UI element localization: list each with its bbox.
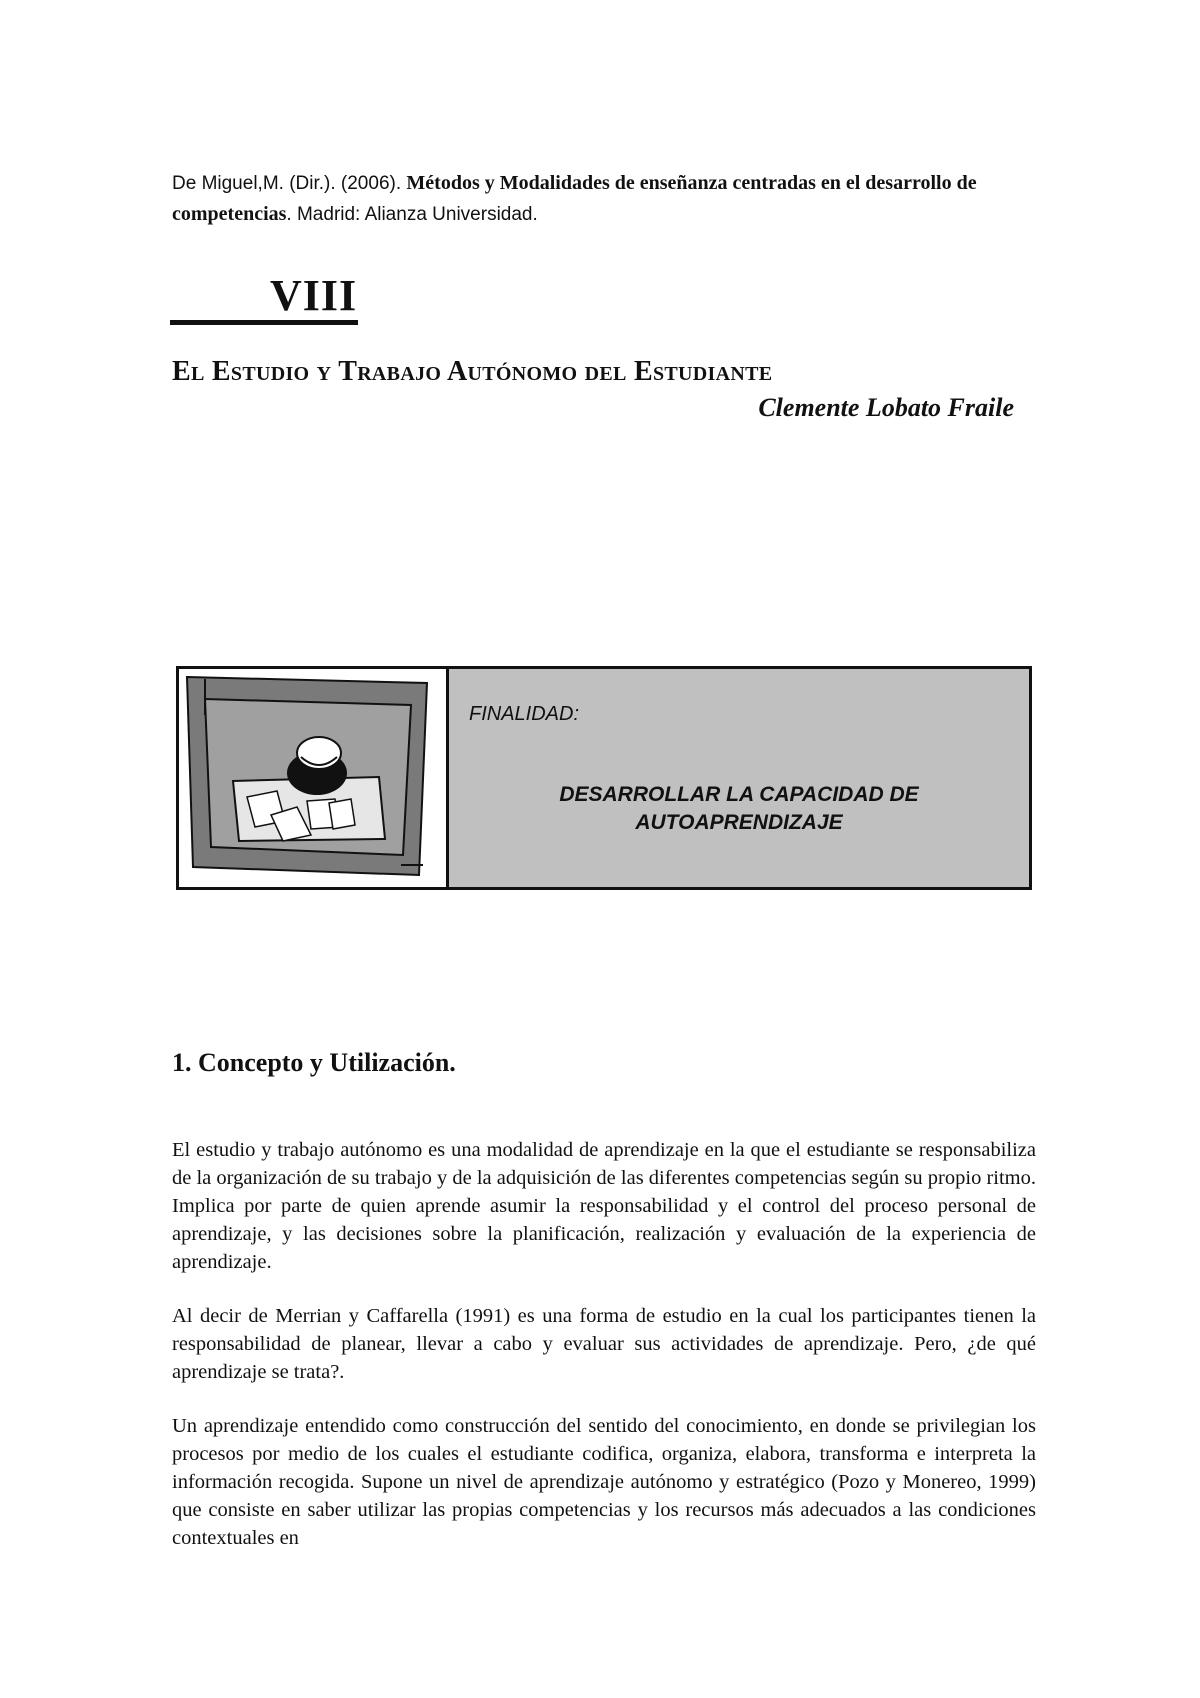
student-desk-illustration xyxy=(179,669,449,887)
purpose-text-panel xyxy=(449,669,1029,887)
purpose-goal-line-1: DESARROLLAR LA CAPACIDAD DE xyxy=(559,783,919,806)
section-heading: 1. Concepto y Utilización. xyxy=(172,1048,456,1077)
purpose-box xyxy=(176,666,1032,890)
chapter-title: El Estudio y Trabajo Autónomo del Estudiante xyxy=(172,356,773,387)
purpose-label: FINALIDAD: xyxy=(469,703,580,725)
citation-title: Métodos y Modalidades de enseñanza centradas en el desarrollo de competencias xyxy=(172,172,977,225)
paragraph: Al decir de Merrian y Caffarella (1991) es una forma de estudio en la cual los participantes tienen la responsabilidad de planear, llevar a cabo y evaluar sus actividades de aprendizaje. Pero, ¿de qué aprendizaje se trata?. xyxy=(172,1305,1036,1383)
citation-publisher: . Madrid: Alianza Universidad. xyxy=(286,204,538,225)
paragraph: El estudio y trabajo autónomo es una modalidad de aprendizaje en la que el estudiante se responsabiliza de la organización de su trabajo y de la adquisición de las diferentes competencias según su propio ritmo. Implica por parte de quien aprende asumir la responsabilidad y el control del proceso personal de aprendizaje, y las decisiones sobre la planificación, realización y evaluación de la experiencia de aprendizaje. xyxy=(172,1139,1036,1273)
purpose-goal xyxy=(449,781,1029,837)
citation-authors-year: De Miguel,M. (Dir.). (2006). xyxy=(172,173,407,194)
bibliographic-citation xyxy=(172,168,1052,230)
chapter-underline xyxy=(170,320,358,325)
chapter-author: Clemente Lobato Fraile xyxy=(758,393,1014,422)
paragraph: Un aprendizaje entendido como construcción del sentido del conocimiento, en donde se privilegian los procesos por medio de los cuales el estudiante codifica, organiza, elabora, transforma e interpreta la información recogida. Supone un nivel de aprendizaje autónomo y estratégico (Pozo y Monereo, 1999) que consiste en saber utilizar las propias competencias y los recursos más adecuados a las condiciones contextuales en xyxy=(172,1415,1036,1549)
purpose-goal-line-2: AUTOAPRENDIZAJE xyxy=(635,811,843,834)
chapter-number: VIII xyxy=(270,271,358,320)
studying-student-icon xyxy=(179,669,446,887)
